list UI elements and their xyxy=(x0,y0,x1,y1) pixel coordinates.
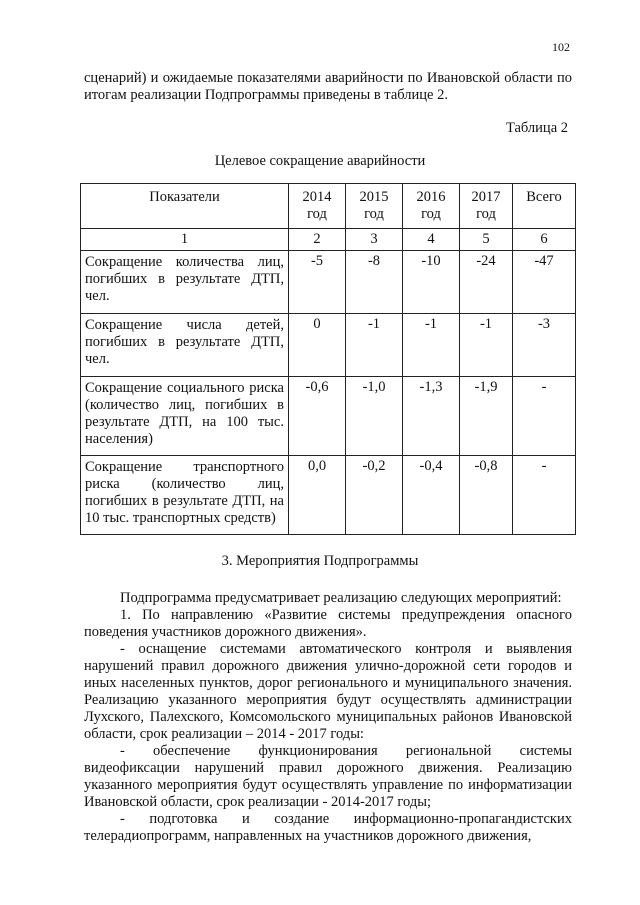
body-paragraph: - обеспечение функционирования региональной системы видеофиксации нарушений правил дорожного движения. Реализацию указанного мероприятия будут осуществлять управление по информатизации Ивановской области, срок реализации - 2014-2017 годы; xyxy=(84,743,572,810)
table-title: Целевое сокращение аварийности xyxy=(214,153,426,169)
body-paragraph: - подготовка и создание информационно-пропагандистских телерадиопрограмм, направленных на участников дорожного движения, xyxy=(84,811,572,844)
value-cell: -47 xyxy=(513,251,576,314)
value-cell: -10 xyxy=(403,251,460,314)
header-2015: 2015 год xyxy=(346,184,403,229)
value-cell: -1,3 xyxy=(403,377,460,456)
indicator-cell: Сокращение социального риска (количество лиц, погибших в результате ДТП, на 100 тыс. населения) xyxy=(81,377,289,456)
table-numbering-row xyxy=(81,229,576,251)
value-cell: -1 xyxy=(460,314,513,377)
indicator-cell: Сокращение транспортного риска (количество лиц, погибших в результате ДТП, на 10 тыс. транспортных средств) xyxy=(81,456,289,535)
header-2017: 2017 год xyxy=(460,184,513,229)
value-cell: -0,8 xyxy=(460,456,513,535)
header-2014: 2014 год xyxy=(289,184,346,229)
table-header-row xyxy=(81,184,576,229)
column-number: 4 xyxy=(403,229,460,251)
body-paragraph: - оснащение системами автоматического контроля и выявления нарушений правил дорожного движения улично-дорожной сети городов и иных населенных пунктов, дорог регионального и муниципального значения. Реализацию указанного мероприятия будут осуществлять администрации Лухского, Палехского, Комсомольского муниципальных районов Ивановской области, срок реализации – 2014 - 2017 годы: xyxy=(84,641,572,742)
value-cell: -3 xyxy=(513,314,576,377)
body-paragraph: 1. По направлению «Развитие системы предупреждения опасного поведения участников дорожного движения». xyxy=(84,607,572,640)
value-cell: 0 xyxy=(289,314,346,377)
value-cell: -1,0 xyxy=(346,377,403,456)
value-cell: -24 xyxy=(460,251,513,314)
value-cell: - xyxy=(513,377,576,456)
value-cell: -8 xyxy=(346,251,403,314)
indicator-cell: Сокращение количества лиц, погибших в результате ДТП, чел. xyxy=(81,251,289,314)
value-cell: -0,2 xyxy=(346,456,403,535)
accident-reduction-table xyxy=(80,183,576,535)
column-number: 1 xyxy=(81,229,289,251)
table-row xyxy=(81,314,576,377)
header-2016: 2016 год xyxy=(403,184,460,229)
column-number: 6 xyxy=(513,229,576,251)
table-row xyxy=(81,251,576,314)
section-body xyxy=(84,590,572,845)
table-label: Таблица 2 xyxy=(505,120,568,136)
header-total: Всего xyxy=(513,184,576,229)
section-title: 3. Мероприятия Подпрограммы xyxy=(221,553,419,569)
column-number: 5 xyxy=(460,229,513,251)
table-row xyxy=(81,456,576,535)
intro-paragraph: сценарий) и ожидаемые показателями аварийности по Ивановской области по итогам реализации Подпрограммы приведены в таблице 2. xyxy=(84,70,572,103)
value-cell: 0,0 xyxy=(289,456,346,535)
value-cell: -1 xyxy=(346,314,403,377)
body-paragraph: Подпрограмма предусматривает реализацию следующих мероприятий: xyxy=(120,590,562,606)
indicator-cell: Сокращение числа детей, погибших в результате ДТП, чел. xyxy=(81,314,289,377)
header-indicators: Показатели xyxy=(81,184,289,229)
table-row xyxy=(81,377,576,456)
value-cell: -0,4 xyxy=(403,456,460,535)
value-cell: -0,6 xyxy=(289,377,346,456)
column-number: 3 xyxy=(346,229,403,251)
column-number: 2 xyxy=(289,229,346,251)
value-cell: -1 xyxy=(403,314,460,377)
value-cell: -5 xyxy=(289,251,346,314)
page-number: 102 xyxy=(552,40,570,54)
value-cell: - xyxy=(513,456,576,535)
value-cell: -1,9 xyxy=(460,377,513,456)
